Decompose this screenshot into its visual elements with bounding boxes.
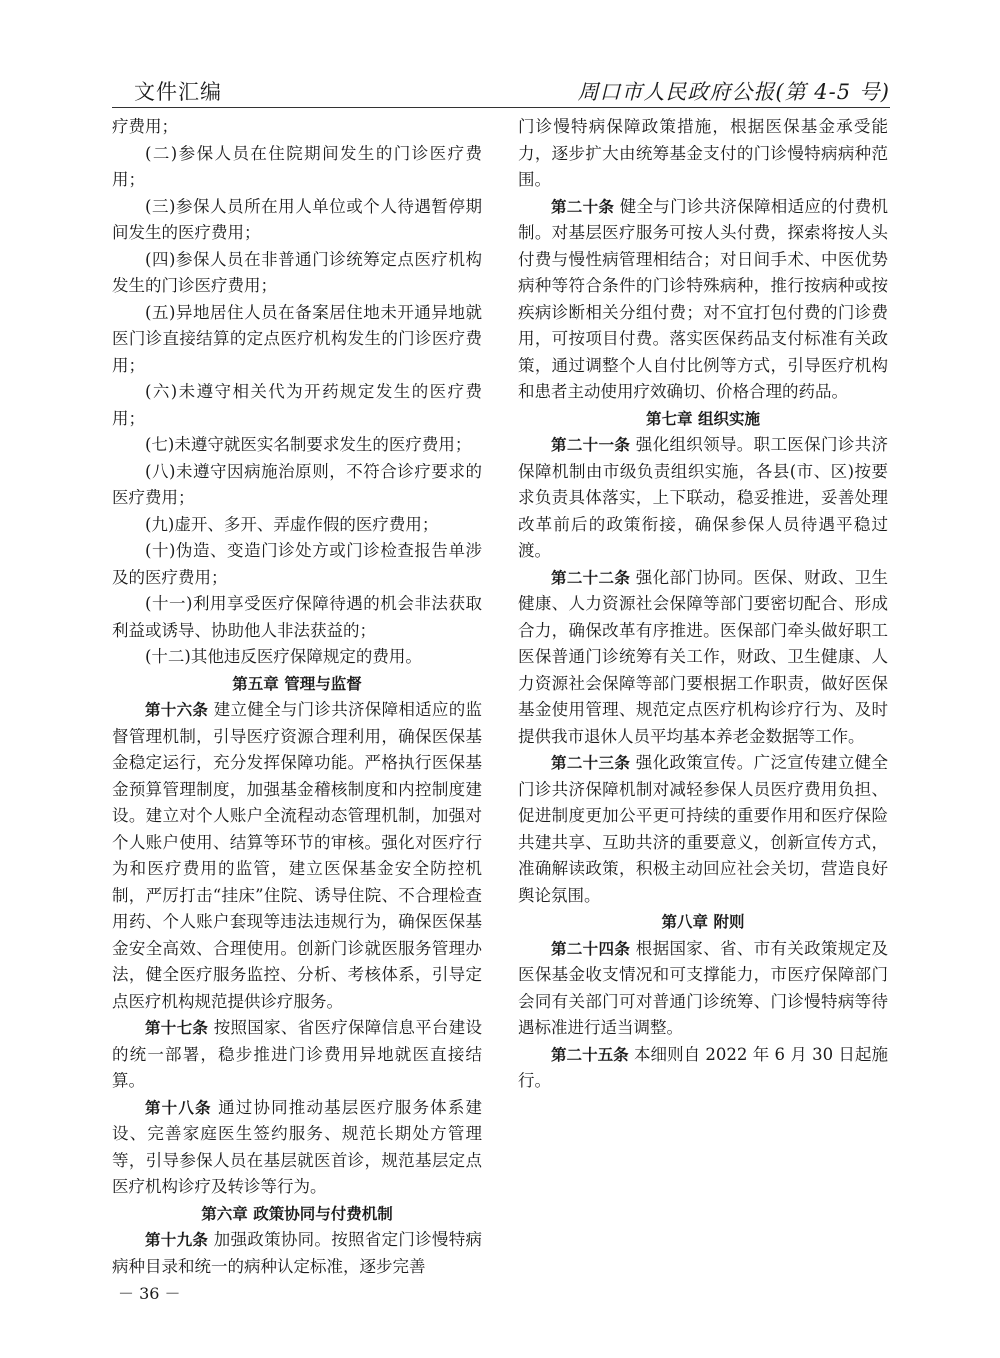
article-number: 第二十条: [551, 197, 615, 216]
article-number: 第二十四条: [551, 939, 631, 958]
article-paragraph: [518, 432, 888, 565]
chapter-heading: 第七章 组织实施: [646, 409, 760, 428]
paragraph: (八)未遵守因病施治原则，不符合诊疗要求的医疗费用；: [112, 461, 482, 507]
right-column: [518, 114, 888, 1095]
article-text: 强化部门协同。医保、财政、卫生健康、人力资源社会保障等部门要密切配合、形成合力，确保改革有序推进。医保部门牵头做好职工医保普通门诊统筹有关工作，财政、卫生健康、人力资源社会保障等部门要根据工作职责，做好医保基金使用管理、规范定点医疗机构诊疗行为、及时提供我市退休人员平均基本养老金数据等工作。: [518, 567, 888, 746]
page-header: [112, 76, 890, 106]
article-text: 根据国家、省、市有关政策规定及医保基金收支情况和可支撑能力，市医疗保障部门会同有关部门可对普通门诊统筹、门诊慢特病等待遇标准进行适当调整。: [518, 938, 888, 1037]
article-text: 强化政策宣传。广泛宣传建立健全门诊共济保障机制对减轻参保人员医疗费用负担、促进制度更加公平更可持续的重要作用和医疗保险共建共享、互助共济的重要意义，创新宣传方式，准确解读政策，积极主动回应社会关切，营造良好舆论氛围。: [518, 753, 888, 905]
paragraph: (十)伪造、变造门诊处方或门诊检查报告单涉及的医疗费用；: [112, 541, 482, 587]
article-paragraph: [112, 1227, 482, 1280]
header-rule: [112, 107, 890, 108]
article-text: 本细则自 2022 年 6 月 30 日起施行。: [518, 1044, 888, 1090]
paragraph: (二)参保人员在住院期间发生的门诊医疗费用；: [112, 143, 482, 189]
article-paragraph: [112, 1095, 482, 1201]
article-paragraph: [518, 565, 888, 751]
article-number: 第十八条: [145, 1098, 212, 1117]
chapter-heading: 第八章 附则: [661, 913, 745, 931]
paragraph: 疗费用；: [112, 117, 178, 136]
article-text: 建立健全与门诊共济保障相适应的监督管理机制，引导医疗资源合理利用，确保医保基金稳定运行，充分发挥保障功能。严格执行医保基金预算管理制度，加强基金稽核制度和内控制度建设。建立对个人账户全流程动态管理机制，加强对个人账户使用、结算等环节的审核。强化对医疗行为和医疗费用的监管，建立医保基金安全防控机制，严厉打击“挂床”住院、诱导住院、不合理检查用药、个人账户套现等违法违规行为，确保医保基金安全高效、合理使用。创新门诊就医服务管理办法，健全医疗服务监控、分析、考核体系，引导定点医疗机构规范提供诊疗服务。: [112, 700, 483, 1011]
paragraph: (九)虚开、多开、弄虚作假的医疗费用；: [145, 514, 439, 534]
article-paragraph: [518, 750, 888, 909]
article-text: 健全与门诊共济保障相适应的付费机制。对基层医疗服务可按人头付费，探索将按人头付费与慢性病管理相结合；对日间手术、中医优势病种等符合条件的门诊特殊病种，推行按病种或按疾病诊断相关分组付费；对不宜打包付费的门诊费用，可按项目付费。落实医保药品支付标准有关政策，通过调整个人自付比例等方式，引导医疗机构和患者主动使用疗效确切、价格合理的药品。: [518, 196, 889, 401]
paragraph: (三)参保人员所在用人单位或个人待遇暂停期间发生的医疗费用；: [112, 196, 482, 242]
article-text: 加强政策协同。按照省定门诊慢特病病种目录和统一的病种认定标准，逐步完善: [112, 1230, 483, 1276]
section-title: 文件汇编: [134, 80, 222, 104]
paragraph: (五)异地居住人员在备案居住地未开通异地就医门诊直接结算的定点医疗机构发生的门诊医疗费用；: [112, 302, 482, 375]
article-paragraph: [518, 194, 888, 406]
paragraph: (十一)利用享受医疗保障待遇的机会非法获取利益或诱导、协助他人非法获益的；: [112, 594, 482, 640]
article-number: 第二十一条: [551, 436, 631, 454]
article-number: 第二十五条: [551, 1045, 629, 1064]
paragraph: (六)未遵守相关代为开药规定发生的医疗费用；: [112, 382, 482, 428]
article-number: 第二十三条: [551, 754, 631, 772]
left-column: [112, 114, 482, 1280]
article-paragraph: [112, 697, 482, 1015]
article-paragraph: [518, 936, 888, 1042]
paragraph: (七)未遵守就医实名制要求发生的医疗费用；: [145, 435, 472, 454]
article-text: 强化组织领导。职工医保门诊共济保障机制由市级负责组织实施，各县(市、区)按要求负责具体落实，上下联动，稳妥推进，妥善处理改革前后的政策衔接，确保参保人员待遇平稳过渡。: [518, 435, 888, 560]
paragraph: 门诊慢特病保障政策措施，根据医保基金承受能力，逐步扩大由统筹基金支付的门诊慢特病病种范围。: [518, 117, 888, 189]
article-text: 按照国家、省医疗保障信息平台建设的统一部署，稳步推进门诊费用异地就医直接结算。: [112, 1018, 483, 1090]
article-number: 第十七条: [145, 1019, 209, 1037]
page-number: － 36 －: [118, 1284, 181, 1303]
paragraph: (十二)其他违反医疗保障规定的费用。: [145, 647, 422, 666]
article-text: 通过协同推动基层医疗服务体系建设、完善家庭医生签约服务、规范长期处方管理等，引导参保人员在基层就医首诊，规范基层定点医疗机构诊疗及转诊等行为。: [112, 1097, 482, 1196]
article-number: 第二十二条: [551, 568, 631, 587]
article-paragraph: [112, 1015, 482, 1095]
chapter-heading: 第六章 政策协同与付费机制: [201, 1204, 393, 1223]
chapter-heading: 第五章 管理与监督: [232, 674, 362, 693]
paragraph: (四)参保人员在非普通门诊统筹定点医疗机构发生的门诊医疗费用；: [112, 249, 482, 295]
article-number: 第十六条: [145, 701, 209, 719]
article-number: 第十九条: [145, 1231, 209, 1249]
publication-title: 周口市人民政府公报(第 4-5 号): [577, 80, 890, 104]
article-paragraph: [518, 1042, 888, 1095]
